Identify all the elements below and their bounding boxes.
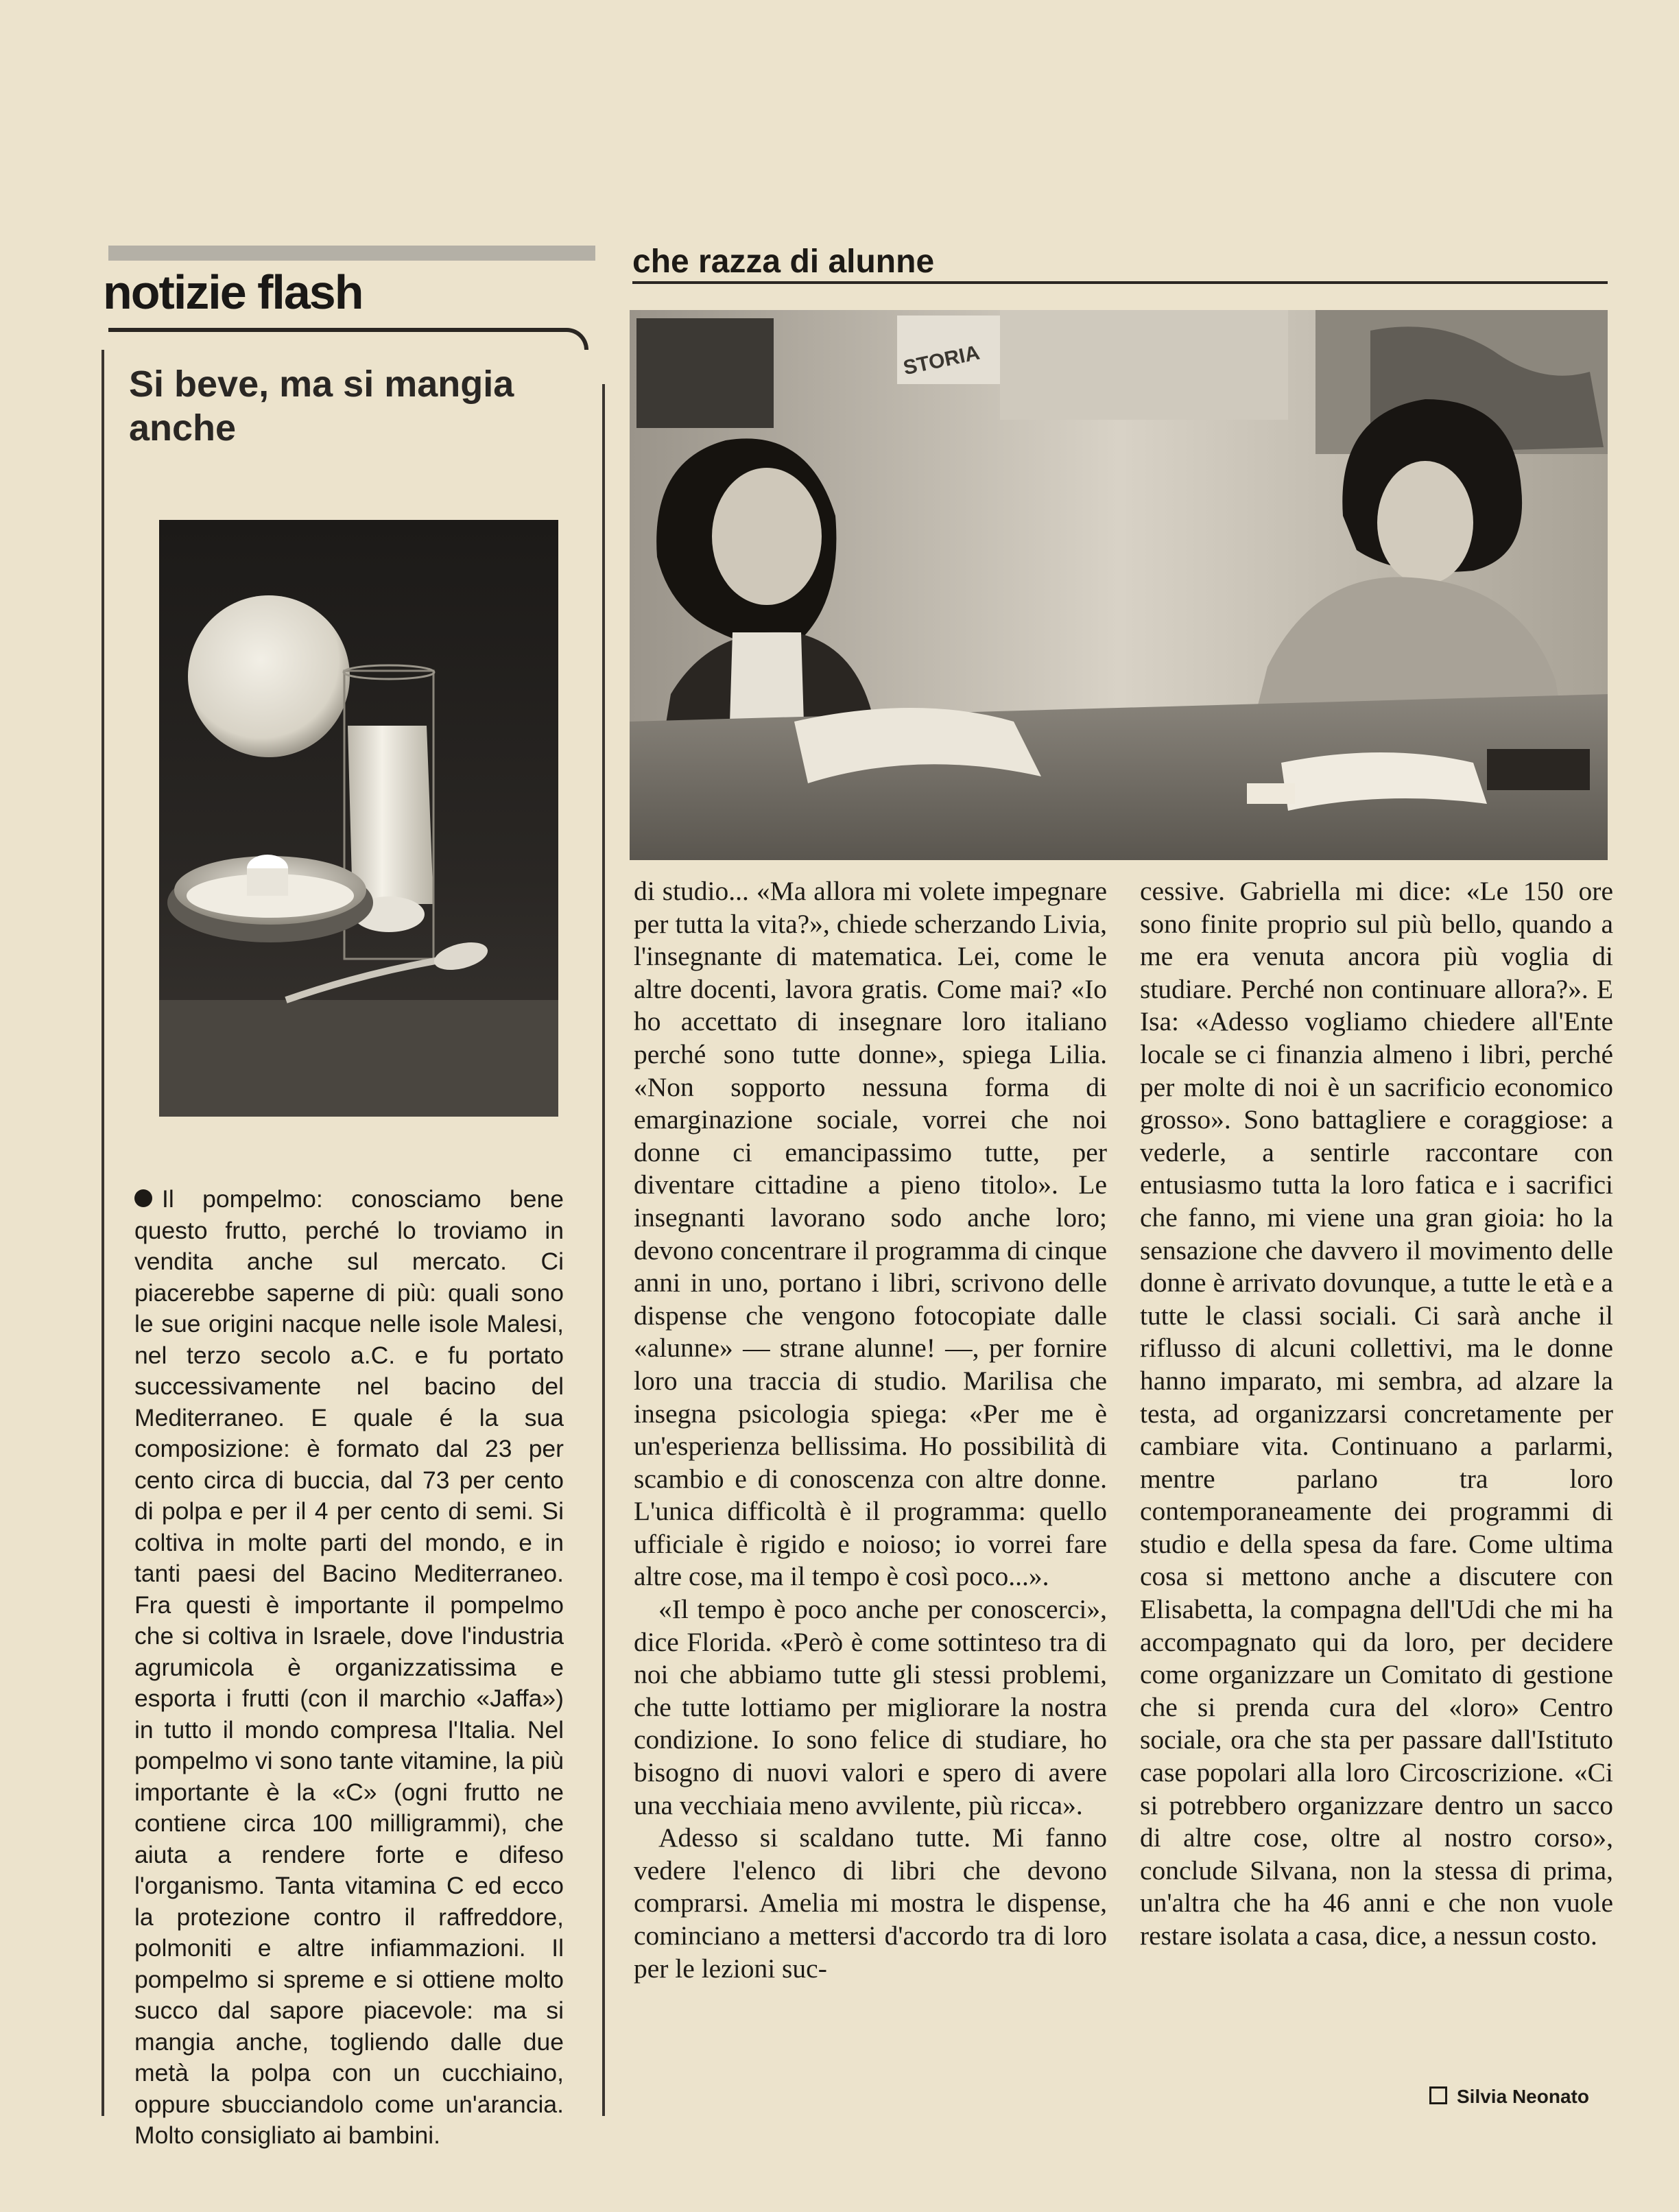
- byline: [1429, 2085, 1589, 2108]
- kicker-rule: [632, 281, 1608, 284]
- section-header-bar: [108, 246, 595, 261]
- book-title-text: STORIA: [901, 341, 982, 380]
- box-frame-top: [108, 328, 588, 350]
- box-frame-right: [602, 384, 605, 2116]
- article-paragraph: cessive. Gabriella mi dice: «Le 150 ore sono finite proprio sul più bello, quando a me era venuta ancora più voglia di studiare. Perché non continuare allora?». E Isa: «Adesso vogliamo chiedere all'Ente locale se ci finanzia almeno i libri, perché per molte di noi è un sacrificio economico grosso». Sono battagliere e coraggiose: a vederle, a sentirle raccontare con entusiasmo tutta la loro fatica e i sacrifici che fanno, mi viene una gran gioia: ho la sensazione che davvero il movimento delle donne è arrivato dovunque, a tutte le età e a tutte le classi sociali. Ci sarà anche il riflusso di alcuni collettivi, ma le donne hanno imparato, mi sembra, ad alzare la testa, ad organizzarsi concretamente per cambiare vita. Continuano a parlarmi, mentre parlano tra loro contemporaneamente dei programmi di studio e della spesa da fare. Come ultima cosa si mettono anche a discutere con Elisabetta, la compagna dell'Udi che mi ha accompagnato qui da loro, per decidere come organizzare un Comitato di gestione che si prenda cura del «loro» Centro sociale, ora che sta per passare dall'Istituto case popolari alla loro Circoscrizione. «Ci si potrebbero organizzare dentro un sacco di altre cose, oltre al nostro corso», conclude Silvana, non la stessa di prima, un'altra che ha 46 anni e che non vuole restare isolata a casa, dice, a nessun costo.: [1140, 876, 1613, 1951]
- box-frame-left: [102, 350, 104, 2116]
- section-title: notizie flash: [103, 265, 363, 319]
- article-column-1: [634, 875, 1107, 1985]
- bullet-icon: [134, 1189, 152, 1207]
- article-paragraph: di studio... «Ma allora mi volete impegnare per tutta la vita?», chiede scherzando Livia, l'insegnante di matematica. Lei, come le altre docenti, lavora gratis. Come mai? «Io ho accettato di insegnare loro italiano perché sono tutte donne», spiega Lilia. «Non sopporto nessuna forma di emarginazione sociale, vorrei che noi donne ci emancipassimo tutte, per diventare cittadine a pieno titolo». Le insegnanti lavorano sodo anche loro; devono concentrare il programma di cinque anni in uno, portano i libri, scrivono delle dispense che vengono fotocopiate dalle «alunne» — strane alunne! —, per fornire loro una traccia di studio. Marilisa che insegna psicologia spiega: «Per me è un'esperienza bellissima. Ho possibilità di scambio e di conoscenza con altre donne. L'unica difficoltà è il programma: quello ufficiale è rigido e noioso; io vorrei fare altre cose, ma il tempo è così poco...».: [634, 876, 1107, 1592]
- box-headline: Si beve, ma si mangia anche: [129, 364, 514, 449]
- square-icon: [1429, 2086, 1447, 2104]
- grapefruit-photo: [159, 520, 558, 1117]
- sidebar-body: [134, 1184, 564, 2152]
- classroom-photo: [630, 310, 1608, 860]
- byline-author: Silvia Neonato: [1457, 2086, 1589, 2107]
- article-kicker: che razza di alunne: [632, 243, 935, 280]
- sidebar-body-text: Il pompelmo: conosciamo bene questo frutto, perché lo troviamo in vendita anche sul mercato. Ci piacerebbe saperne di più: quali sono le sue origini nacque nelle isole Malesi, nel terzo secolo a.C. e fu portato successivamente nel bacino del Mediterraneo. E quale é la sua composizione: è formato dal 23 per cento circa di buccia, dal 73 per cento di polpa e per il 4 per cento di semi. Si coltiva in molte parti del mondo, e in tanti paesi del Bacino Mediterraneo. Fra questi è importante il pompelmo che si coltiva in Israele, dove l'industria agrumicola è organizzatissima e esporta i frutti (con il marchio «Jaffa») in tutto il mondo compresa l'Italia. Nel pompelmo vi sono tante vitamine, la più importante è la «C» (ogni frutto ne contiene circa 100 milligrammi), che aiuta a rendere forte e difeso l'organismo. Tanta vitamina C ed ecco la protezione contro il raffreddore, polmoniti e altre infiammazioni. Il pompelmo si spreme e si ottiene molto succo dal sapore piacevole: ma si mangia anche, togliendo dalle due metà la polpa con un cucchiaino, oppure sbucciandolo come un'arancia. Molto consigliato ai bambini.: [134, 1185, 564, 2149]
- article-column-2: [1140, 875, 1613, 1953]
- article-paragraph: «Il tempo è poco anche per conoscerci», dice Florida. «Però è come sottinteso tra di noi che abbiamo tutte gli stessi problemi, che tutte lottiamo per migliorare la nostra condizione. Io sono felice di studiare, ho bisogno di nuovi valori e spero di avere una vecchiaia meno avvilente, più ricca».: [634, 1594, 1107, 1820]
- article-paragraph: Adesso si scaldano tutte. Mi fanno vedere l'elenco di libri che devono comprarsi. Amelia mi mostra le dispense, cominciano a mettersi d'accordo tra di loro per le lezioni suc-: [634, 1822, 1107, 1984]
